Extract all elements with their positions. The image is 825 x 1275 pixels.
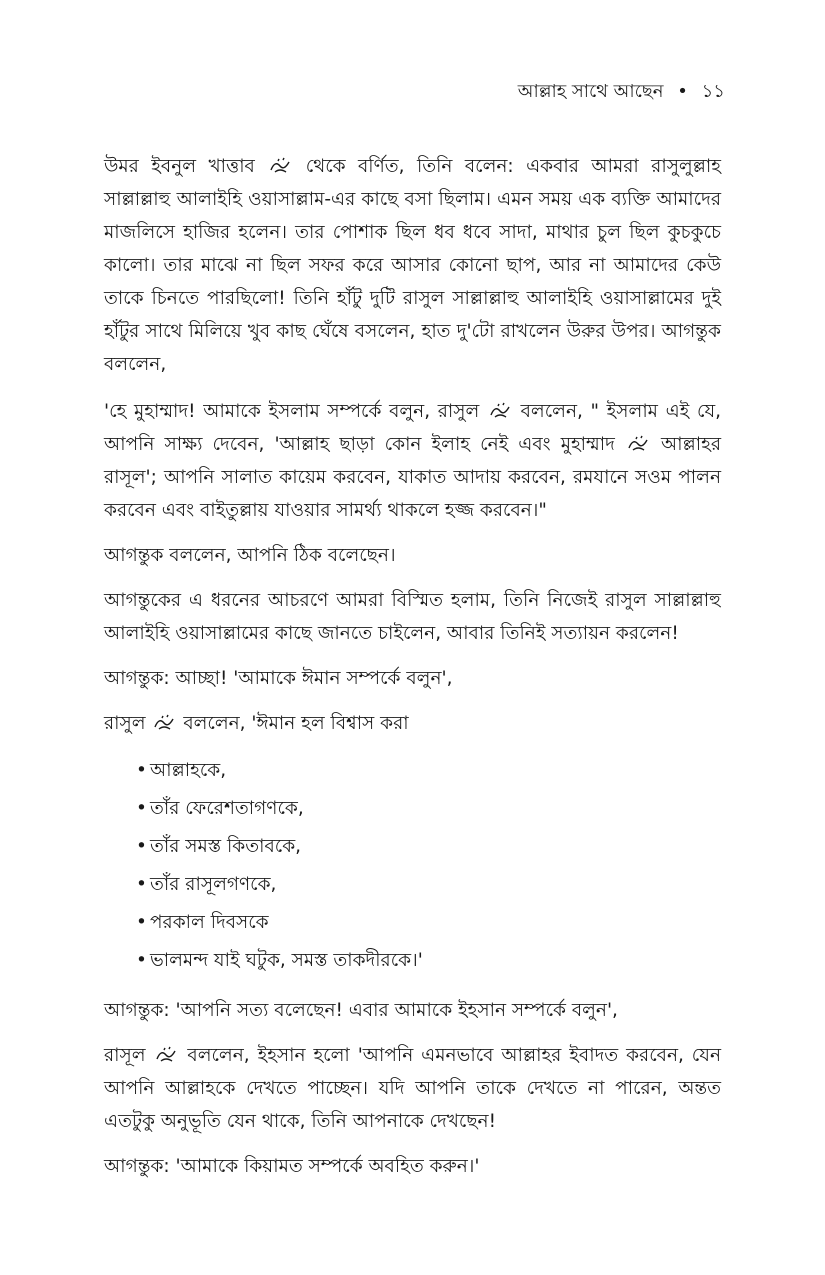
iman-list <box>104 752 721 980</box>
pbuh-calligraphy-icon <box>489 401 511 419</box>
bullet: • <box>136 874 147 895</box>
pbuh-calligraphy-icon <box>155 1045 177 1063</box>
paragraph-5: আগন্তুক: আচ্ছা! 'আমাকে ঈমান সম্পর্কে বলুন', <box>104 668 453 689</box>
bullet: • <box>136 836 147 857</box>
list-item <box>136 866 721 904</box>
list-item-text: তাঁর সমস্ত কিতাবকে, <box>150 836 302 857</box>
running-header <box>518 80 725 104</box>
p8-text-b: বললেন, ইহসান হলো 'আপনি এমনভাবে আল্লাহর ইবাদত করবেন, যেন আপনি আল্লাহকে দেখতে পাচ্ছেন। যদি আপনি তাকে দেখতে না পারেন, অন্তত এতটুকু অনুভূতি যেন থাকে, তিনি আপনাকে দেখছেন! <box>104 1045 721 1132</box>
paragraph-9: আগন্তুক: 'আমাকে কিয়ামত সম্পর্কে অবহিত করুন।' <box>104 1156 480 1177</box>
paragraph-4: আগন্তুকের এ ধরনের আচরণে আমরা বিস্মিত হলাম, তিনি নিজেই রাসুল সাল্লাল্লাহু আলাইহি ওয়াসাল্লামের কাছে জানতে চাইলেন, আবার তিনিই সত্যায়ন করলেন! <box>104 590 721 644</box>
page-number: ১১ <box>701 81 725 102</box>
pbuh-calligraphy-icon <box>627 434 649 452</box>
bullet: • <box>136 950 147 971</box>
p6-text-b: বললেন, 'ঈমান হল বিশ্বাস করা <box>183 713 409 734</box>
paragraph-3: আগন্তুক বললেন, আপনি ঠিক বলেছেন। <box>104 545 396 566</box>
list-item-text: ভালমন্দ যাই ঘটুক, সমস্ত তাকদীরকে।' <box>150 950 423 971</box>
p6-text-a: রাসুল <box>104 713 146 734</box>
paragraph-2 <box>104 395 721 527</box>
header-separator: • <box>677 81 688 102</box>
pbuh-calligraphy-icon <box>269 156 291 174</box>
paragraph-1 <box>104 150 721 381</box>
list-item <box>136 828 721 866</box>
paragraph-8 <box>104 1039 721 1138</box>
list-item <box>136 752 721 790</box>
list-item-text: তাঁর রাসূলগণকে, <box>150 874 277 895</box>
page-body <box>104 150 721 1195</box>
list-item <box>136 942 721 980</box>
p8-text-a: রাসূল <box>104 1045 146 1066</box>
p1-text-a: উমর ইবনুল খাত্তাব <box>104 156 255 177</box>
running-title: আল্লাহ সাথে আছেন <box>517 81 664 102</box>
list-item <box>136 904 721 942</box>
p2-text-b: বললেন, " ইসলাম এই যে, আপনি সাক্ষ্য দেবেন, 'আল্লাহ ছাড়া কোন ইলাহ নেই এবং মুহাম্মাদ <box>104 401 722 455</box>
bullet: • <box>136 798 147 819</box>
p2-text-c: আল্লাহর রাসূল'; আপনি সালাত কায়েম করবেন, যাকাত আদায় করবেন, রমযানে সওম পালন করবেন এবং বাইতুল্লায় যাওয়ার সামর্থ্য থাকলে হজ্জ করবেন।" <box>104 434 721 521</box>
list-item-text: তাঁর ফেরেশতাগণকে, <box>150 798 304 819</box>
p1-text-b: থেকে বর্ণিত, তিনি বলেন: একবার আমরা রাসুলুল্লাহ সাল্লাল্লাহু আলাইহি ওয়াসাল্লাম-এর কাছে বসা ছিলাম। এমন সময় এক ব্যক্তি আমাদের মাজলিসে হাজির হলেন। তার পোশাক ছিল ধব ধবে সাদা, মাথার চুল ছিল কুচকুচে কালো। তার মাঝে না ছিল সফর করে আসার কোনো ছাপ, আর না আমাদের কেউ তাকে চিনতে পারছিলো! তিনি হাঁটু দুটি রাসুল সাল্লাল্লাহু আলাইহি ওয়াসাল্লামের দুই হাঁটুর সাথে মিলিয়ে খুব কাছ ঘেঁষে বসলেন, হাত দু'টো রাখলেন উরুর উপর। আগন্তুক বললেন, <box>104 156 721 375</box>
paragraph-6 <box>104 707 721 740</box>
list-item <box>136 790 721 828</box>
p2-text-a: 'হে মুহাম্মাদ! আমাকে ইসলাম সম্পর্কে বলুন, রাসুল <box>104 401 480 422</box>
pbuh-calligraphy-icon <box>153 713 175 731</box>
list-item-text: পরকাল দিবসকে <box>150 912 269 933</box>
bullet: • <box>136 760 147 781</box>
paragraph-7: আগন্তুক: 'আপনি সত্য বলেছেন! এবার আমাকে ইহসান সম্পর্কে বলুন', <box>104 1000 618 1021</box>
list-item-text: আল্লাহকে, <box>150 760 227 781</box>
bullet: • <box>136 912 147 933</box>
